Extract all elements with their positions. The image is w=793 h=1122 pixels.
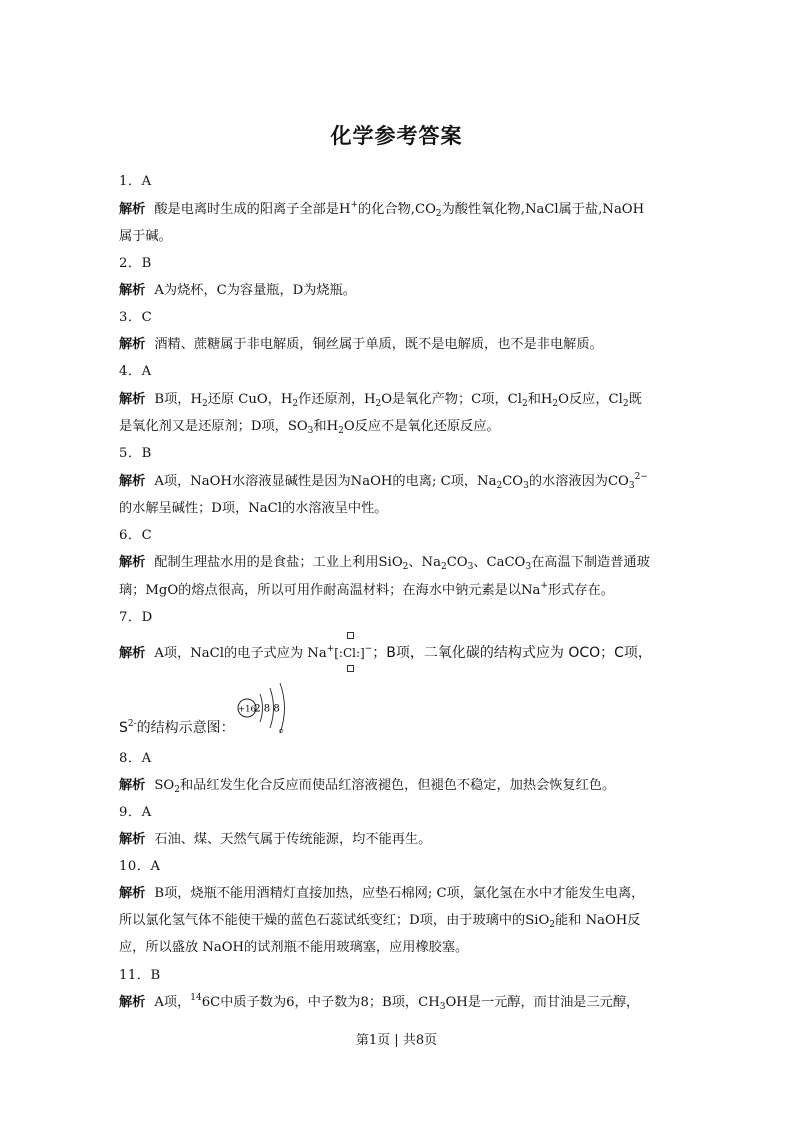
explanation-line: 应，所以盛放 NaOH的试剂瓶不能用玻璃塞，应用橡胶塞。: [119, 940, 469, 955]
question-number: 11．B: [119, 968, 161, 983]
explanation-line: 属于碱。: [119, 229, 172, 244]
nucleus-charge: +16: [238, 704, 256, 715]
explanation-label: 解析: [119, 202, 146, 217]
explanation-line: 解析 B项，$H_2$还原 CuO，$H_2$作还原剂，$H_2O$是氧化产物；C项，$Cl_2$和$H_2O$反应，$Cl_2$既: [119, 392, 642, 409]
explanation-line: 解析 $SO_2$和品红发生化合反应而使品红溶液褪色，但褪色不稳定，加热会恢复红色。: [119, 778, 616, 795]
electron-formula: [:Cl:]: [334, 643, 364, 663]
question-number: 8．A: [119, 751, 152, 766]
electron-shells: 2 8 8: [254, 703, 280, 715]
explanation-line: 解析 A为烧杯，C为容量瓶，D为烧瓶。: [119, 283, 356, 298]
explanation-line: 所以氯化氢气体不能使干燥的蓝色石蕊试纸变红；D项，由于玻璃中的SiO$_2$能和 NaOH反: [119, 913, 641, 930]
explanation-line: 解析 配制生理盐水用的是食盐；工业上利用SiO$_2$、$Na_2CO_3$、CaCO$_3$在高温下制造普通玻: [119, 555, 650, 572]
question-number: 7．D: [119, 610, 153, 625]
explanation-line: 解析 A项，NaCl的电子式应为 Na+[:Cl:]−；B项，二氧化碳的结构式应为 OCO；C项，: [119, 644, 652, 661]
explanation-line: 的水解呈碱性；D项，NaCl的水溶液呈中性。: [119, 501, 388, 516]
explanation-line: 解析 B项，烧瓶不能用酒精灯直接加热，应垫石棉网; C项，氯化氢在水中才能发生电离，: [119, 886, 645, 901]
question-number: 2．B: [119, 256, 152, 271]
explanation-line: 解析 A项，$^{14}$6C中质子数为6，中子数为8；B项，$CH_3OH$是一元醇，而甘油是三元醇，: [119, 993, 640, 1012]
explanation-line: 解析 A项，NaOH水溶液显碱性是因为NaOH的电离; C项，$Na_2CO_3$的水溶液因为$CO_3^{2-}$: [119, 472, 648, 491]
question-number: 9．A: [119, 805, 152, 820]
explanation-line: 解析 酸是电离时生成的阳离子全部是H+的化合物$,CO_2$为酸性氧化物,NaCl属于盐,NaOH: [119, 200, 645, 219]
question-number: 6．C: [119, 528, 153, 543]
question-number: 5．B: [119, 446, 152, 461]
question-number: 1．A: [119, 174, 152, 189]
question-number: 3．C: [119, 310, 153, 325]
page-title: 化学参考答案: [330, 124, 463, 148]
explanation-line: 璃；MgO的熔点很高，所以可用作耐高温材料；在海水中钠元素是以Na+形式存在。: [119, 581, 614, 598]
question-number: 4．A: [119, 364, 152, 379]
explanation-line: 解析 酒精、蔗糖属于非电解质，铜丝属于单质，既不是电解质，也不是非电解质。: [119, 337, 603, 352]
page-footer: 第1页 | 共8页: [355, 1033, 438, 1048]
question-number: 10．A: [119, 859, 161, 874]
explanation-line: $S^{2-}$的结构示意图： 。: [119, 719, 293, 736]
explanation-line: 解析 石油、煤、天然气属于传统能源，均不能再生。: [119, 832, 432, 847]
explanation-line: 是氧化剂又是还原剂；D项，$SO_3$和$H_2O$反应不是氧化还原反应。: [119, 419, 500, 436]
